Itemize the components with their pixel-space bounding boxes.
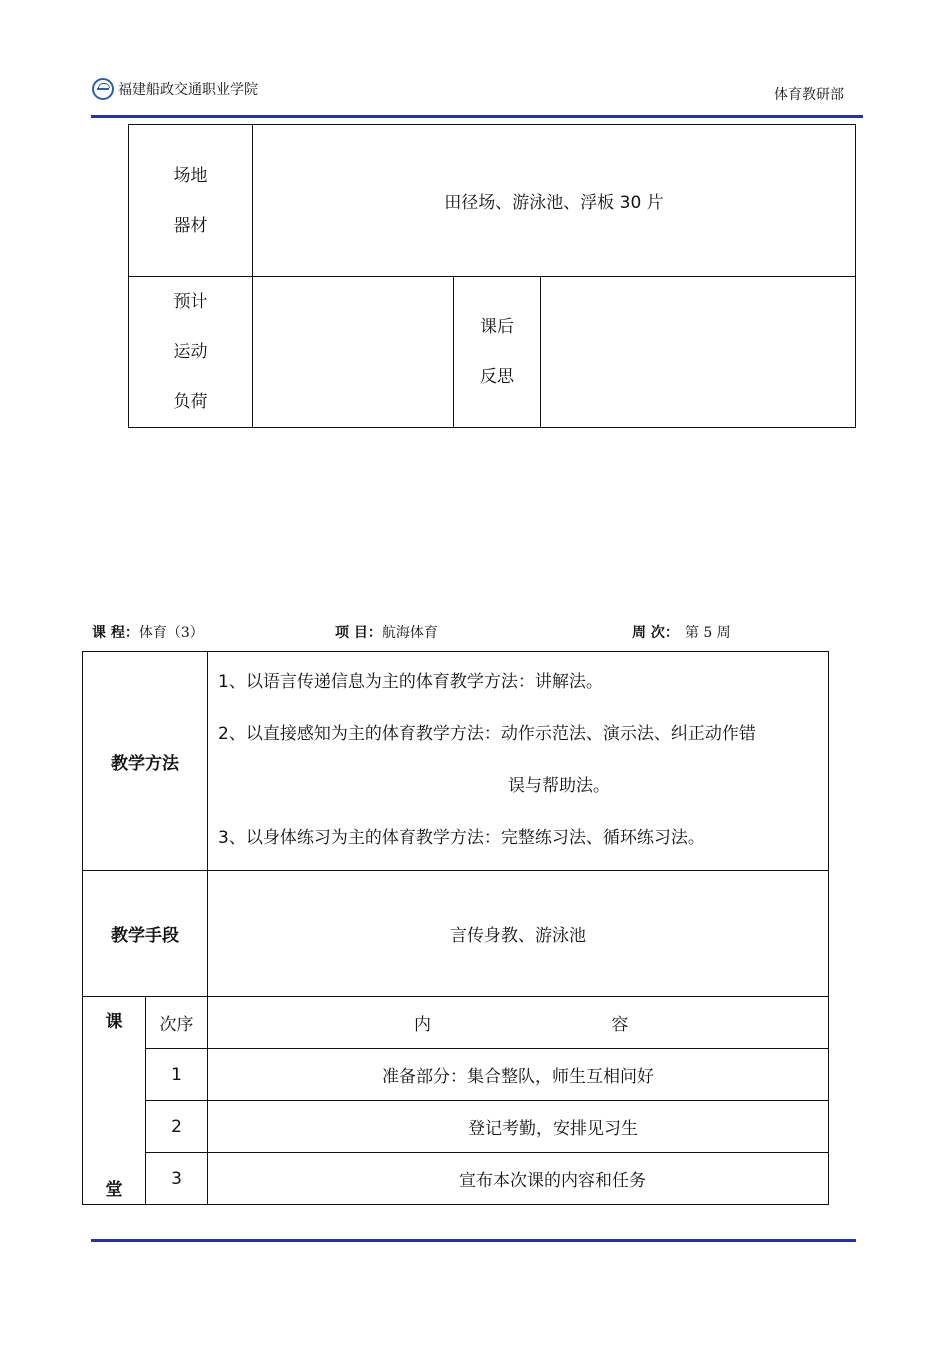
- reflect-label-line1: 课后: [480, 317, 514, 337]
- method-item-2: 2、以直接感知为主的体育教学方法：动作示范法、演示法、纠正动作错: [218, 724, 756, 744]
- method-item-2-cont: 误与帮助法。: [508, 776, 610, 796]
- order-header: 次序: [146, 997, 208, 1049]
- method-item-1: 1、以语言传递信息为主的体育教学方法：讲解法。: [218, 672, 603, 692]
- content-header-a: 内: [414, 1015, 431, 1035]
- methods-label: 教学方法: [83, 652, 208, 871]
- side-label-cell: [83, 997, 146, 1205]
- means-label: 教学手段: [83, 871, 208, 997]
- reflect-value: [541, 277, 856, 428]
- side-label-bottom: 堂: [105, 1180, 123, 1200]
- item-value: 航海体育: [381, 625, 438, 641]
- venue-value: 田径场、游泳池、浮板 30 片: [253, 125, 856, 277]
- row-content: 宣布本次课的内容和任务: [208, 1153, 829, 1205]
- item-info: [335, 622, 438, 642]
- lesson-plan-table: [82, 651, 829, 1205]
- side-label-top: 课: [105, 1012, 123, 1032]
- load-label-cell: [129, 277, 253, 428]
- venue-label-cell: [129, 125, 253, 277]
- means-value: 言传身教、游泳池: [208, 871, 829, 997]
- load-label-line2: 运动: [173, 342, 208, 362]
- row-number: 3: [146, 1153, 208, 1205]
- row-number: 2: [146, 1101, 208, 1153]
- row-content: 登记考勤，安排见习生: [208, 1101, 829, 1153]
- header-school: [92, 74, 258, 104]
- course-label: 课 程：: [92, 625, 139, 641]
- week-value: 第 5 周: [684, 625, 731, 641]
- venue-label-line2: 器材: [173, 215, 208, 236]
- footer-rule: [91, 1239, 856, 1242]
- load-label-line1: 预计: [173, 292, 208, 312]
- header-dept: 体育教研部: [774, 87, 844, 103]
- row-content: 准备部分：集合整队，师生互相问好: [208, 1049, 829, 1101]
- week-label: 周 次：: [632, 625, 679, 641]
- reflect-label-cell: [454, 277, 541, 428]
- course-info: [92, 622, 204, 642]
- item-label: 项 目：: [335, 625, 382, 641]
- venue-load-table: [128, 124, 856, 428]
- school-name: 福建船政交通职业学院: [118, 82, 258, 98]
- methods-content: [208, 652, 829, 871]
- content-header-b: 容: [611, 1015, 629, 1035]
- venue-label-line1: 场地: [173, 165, 208, 186]
- method-item-3: 3、以身体练习为主的体育教学方法：完整练习法、循环练习法。: [218, 828, 705, 848]
- reflect-label-line2: 反思: [480, 367, 514, 387]
- week-info: [632, 622, 731, 642]
- school-logo-icon: [92, 78, 114, 100]
- course-value: 体育（3）: [138, 625, 204, 641]
- row-number: 1: [146, 1049, 208, 1101]
- header-rule: [91, 115, 863, 118]
- load-label-line3: 负荷: [173, 392, 208, 412]
- content-header: [208, 997, 829, 1049]
- load-value: [253, 277, 454, 428]
